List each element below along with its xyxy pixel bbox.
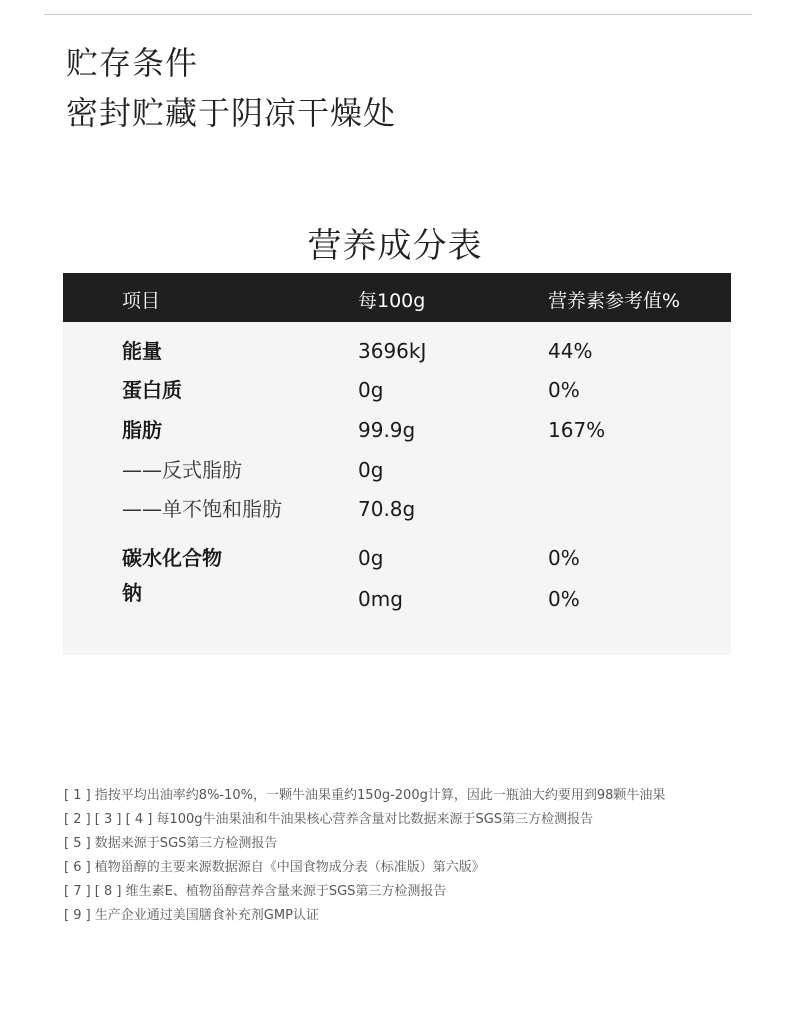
nutrition-table [63, 273, 731, 655]
row-per100g: 0g [358, 378, 384, 402]
row-nrv: 44% [548, 339, 593, 363]
row-nrv: 167% [548, 418, 606, 442]
storage-heading: 贮存条件 [66, 44, 199, 82]
table-row [63, 543, 731, 573]
table-row [63, 415, 731, 445]
table-row [63, 581, 731, 614]
header-item: 项目 [122, 290, 161, 312]
footnotes [64, 784, 665, 928]
row-item: ——单不饱和脂肪 [122, 497, 282, 521]
storage-text: 密封贮藏于阴凉干燥处 [66, 94, 397, 132]
row-nrv: 0% [548, 378, 580, 402]
row-per100g: 99.9g [358, 418, 416, 442]
row-per100g: 3696kJ [358, 339, 427, 363]
row-per100g: 0g [358, 546, 384, 570]
row-item: 蛋白质 [122, 378, 182, 402]
table-row [63, 336, 731, 366]
table-row [63, 375, 731, 405]
table-header [63, 273, 731, 322]
header-nrv: 营养素参考值% [548, 290, 681, 312]
storage-section [66, 38, 396, 138]
nutrition-table-title: 营养成分表 [307, 226, 483, 266]
table-row [63, 455, 731, 485]
row-nrv: 0% [548, 546, 580, 570]
footnote: [ 2 ] [ 3 ] [ 4 ] 每100g牛油果油和牛油果核心营养含量对比数据来源于SGS第三方检测报告 [64, 812, 594, 827]
row-nrv: 0% [548, 587, 580, 611]
row-item: 碳水化合物 [122, 546, 222, 570]
row-per100g: 70.8g [358, 497, 416, 521]
row-per100g: 0g [358, 458, 384, 482]
table-body [63, 322, 731, 655]
row-item: 钠 [122, 581, 142, 605]
footnote: [ 6 ] 植物甾醇的主要来源数据源自《中国食物成分表（标准版）第六版》 [64, 860, 485, 875]
row-item: ——反式脂肪 [122, 458, 242, 482]
footnote: [ 7 ] [ 8 ] 维生素E、植物甾醇营养含量来源于SGS第三方检测报告 [64, 884, 447, 899]
row-item: 脂肪 [122, 418, 162, 442]
table-row [63, 494, 731, 524]
top-divider [44, 14, 752, 15]
footnote: [ 5 ] 数据来源于SGS第三方检测报告 [64, 836, 278, 851]
footnote: [ 1 ] 指按平均出油率约8%-10%，一颗牛油果重约150g-200g计算，因此一瓶油大约要用到98颗牛油果 [64, 788, 666, 803]
footnote: [ 9 ] 生产企业通过美国膳食补充剂GMP认证 [64, 908, 319, 923]
row-per100g: 0mg [358, 587, 403, 611]
row-item: 能量 [122, 339, 162, 363]
header-per100g: 每100g [358, 290, 426, 312]
